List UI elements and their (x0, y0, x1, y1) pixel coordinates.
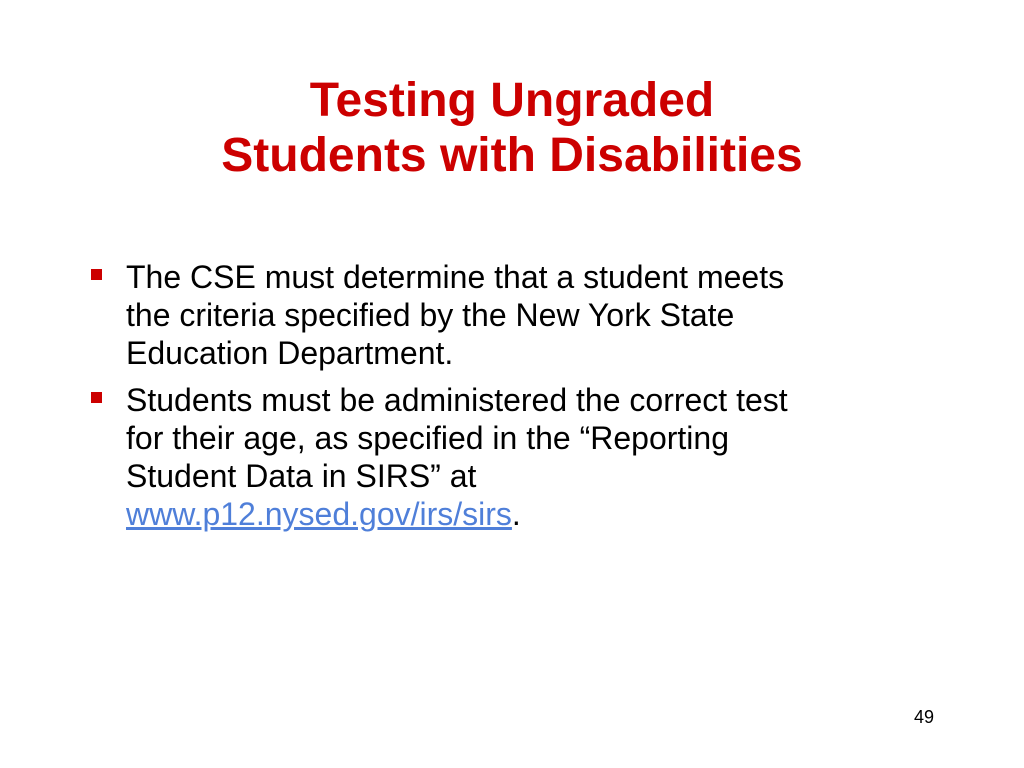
slide-title (0, 73, 1024, 183)
page-number: 49 (914, 707, 935, 727)
title-line: Testing Ungraded (309, 74, 715, 127)
title-line: Students with Disabilities (221, 129, 803, 182)
bullet-item (86, 258, 966, 372)
bullet-link-line (126, 495, 966, 533)
square-bullet-icon (91, 269, 102, 280)
bullet-text-line: Education Department. (126, 335, 454, 371)
bullet-item (86, 381, 966, 533)
link-suffix: . (511, 496, 521, 532)
sirs-link[interactable]: www.p12.nysed.gov/irs/sirs (126, 496, 512, 532)
bullet-list (86, 258, 966, 542)
bullet-text-line: the criteria specified by the New York State (126, 297, 735, 333)
bullet-text-line: for their age, as specified in the “Reporting (126, 420, 729, 456)
bullet-text-line: Students must be administered the correct test (126, 382, 788, 418)
bullet-text-line: The CSE must determine that a student meets (126, 259, 785, 295)
square-bullet-icon (91, 392, 102, 403)
bullet-text-line: Student Data in SIRS” at (126, 458, 477, 494)
